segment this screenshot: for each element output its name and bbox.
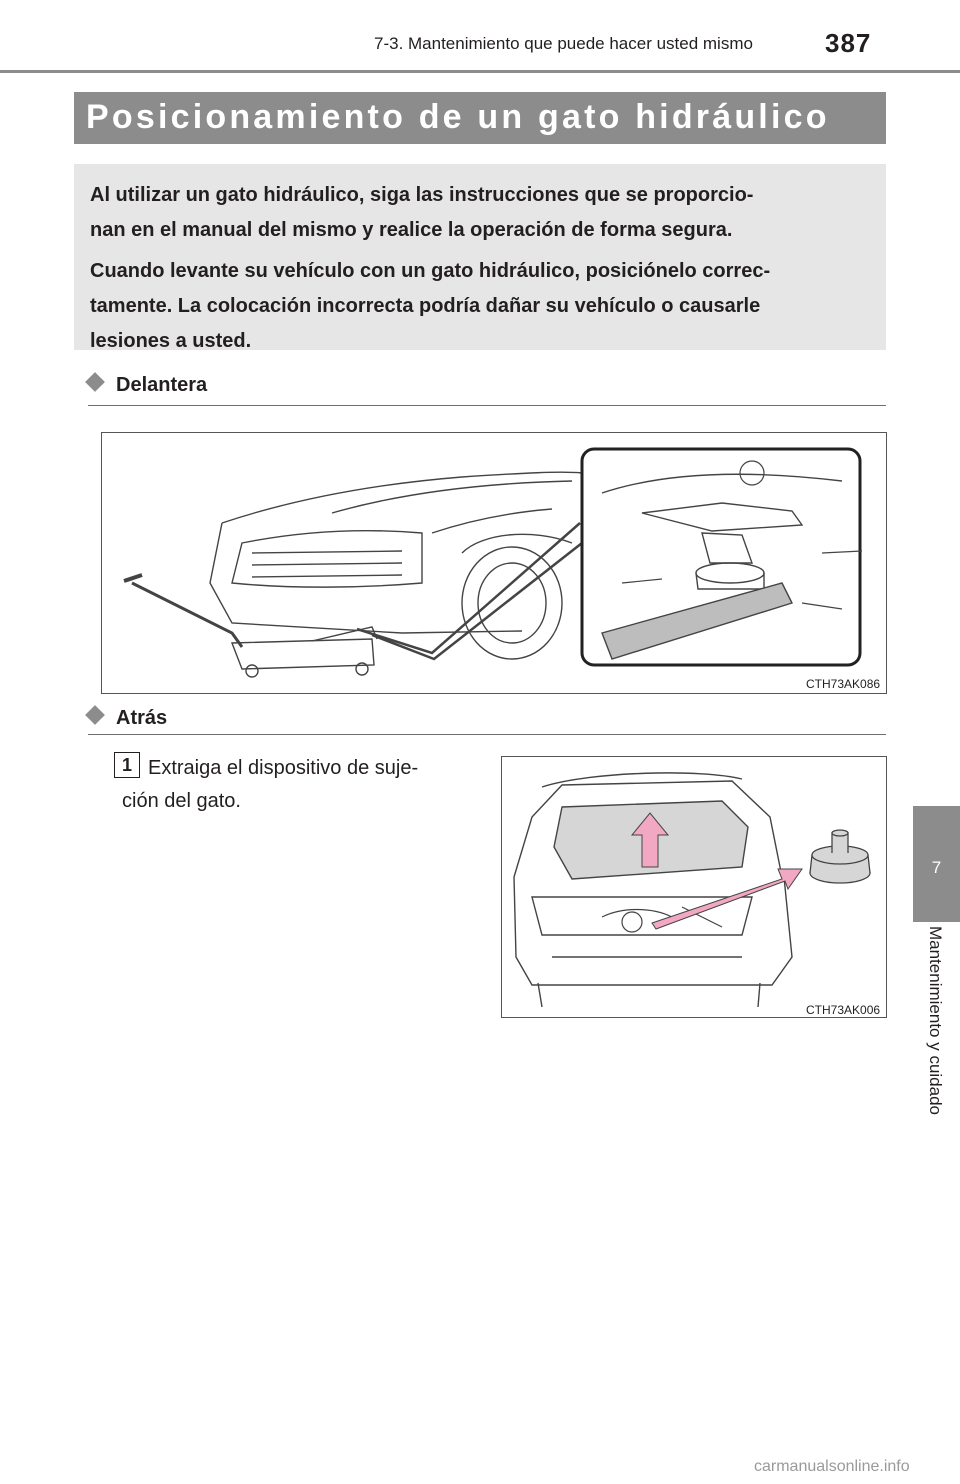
front-jack-figure — [101, 432, 887, 694]
chapter-number: 7 — [931, 858, 942, 877]
step-text-line2: ción del gato. — [122, 790, 241, 812]
front-heading-rule — [88, 405, 886, 406]
step-text-line1: Extraiga el dispositivo de suje- — [148, 757, 419, 779]
section-header: 7-3. Mantenimiento que puede hacer usted mismo — [374, 34, 753, 53]
step-number-box: 1 — [114, 752, 140, 778]
chapter-tab[interactable] — [913, 806, 960, 922]
diamond-bullet-icon — [85, 372, 105, 392]
rear-heading — [88, 707, 167, 730]
intro-line: Cuando levante su vehículo con un gato hidráulico, posiciónelo correc- — [90, 260, 771, 282]
rear-trunk-figure — [501, 756, 887, 1018]
chapter-title: Mantenimiento y cuidado — [926, 926, 945, 1116]
front-car-jack-illustration — [102, 433, 886, 693]
front-heading-label: Delantera — [116, 374, 208, 396]
intro-line: nan en el manual del mismo y realice la operación de forma segura. — [90, 219, 733, 241]
rear-heading-label: Atrás — [116, 707, 168, 729]
watermark: carmanualsonline.info — [754, 1458, 910, 1475]
rear-heading-rule — [88, 734, 886, 735]
intro-line: Al utilizar un gato hidráulico, siga las instrucciones que se proporcio- — [90, 184, 754, 206]
rear-figure-code: CTH73AK006 — [806, 1003, 881, 1017]
intro-line: tamente. La colocación incorrecta podría dañar su vehículo o causarle — [90, 295, 761, 317]
header-rule — [0, 70, 960, 73]
front-heading — [88, 374, 207, 397]
rear-trunk-illustration — [502, 757, 886, 1017]
front-figure-code: CTH73AK086 — [806, 677, 881, 691]
chapter-title-tab — [913, 926, 960, 1166]
section-title-bar — [74, 92, 886, 144]
section-title: Posicionamiento de un gato hidráulico — [86, 98, 830, 136]
intro-line: lesiones a usted. — [90, 330, 252, 352]
intro-box — [74, 164, 886, 350]
page-number: 387 — [825, 28, 872, 58]
diamond-bullet-icon — [85, 705, 105, 725]
